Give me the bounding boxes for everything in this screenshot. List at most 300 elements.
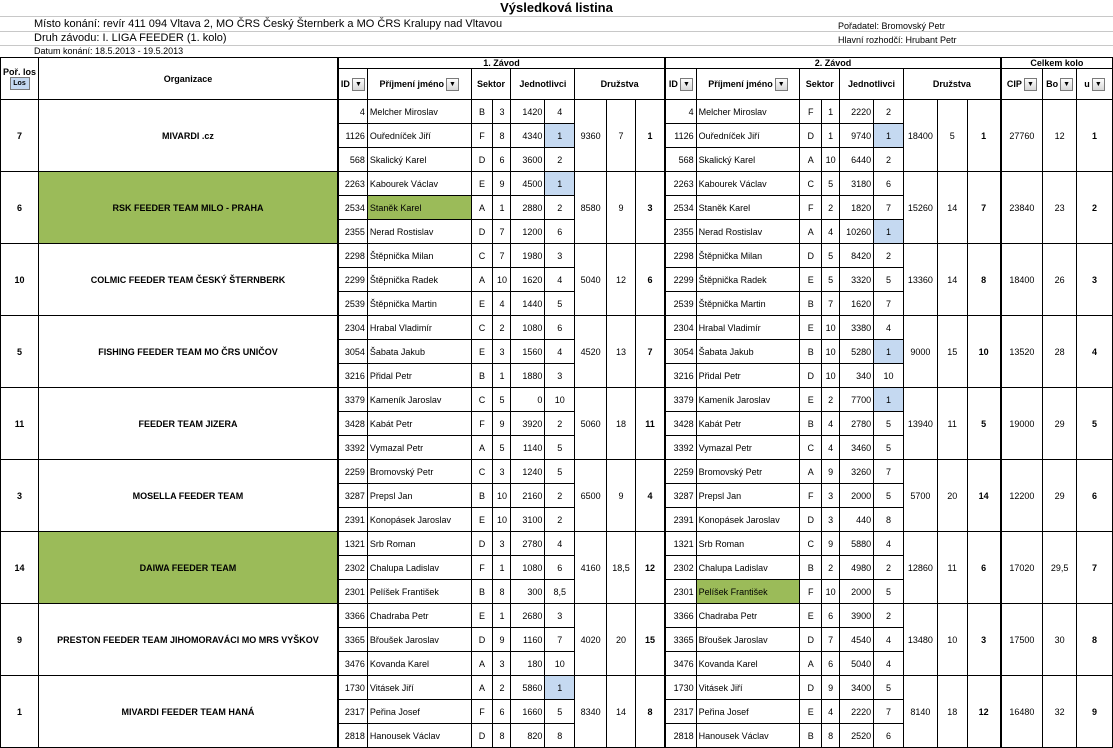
col-id-1[interactable]: ID ▼: [338, 69, 368, 100]
sector-number[interactable]: 3: [493, 652, 511, 676]
individual-cip[interactable]: 2780: [511, 532, 545, 556]
team-cip[interactable]: 8140: [903, 676, 937, 748]
sector[interactable]: B: [471, 580, 493, 604]
team-rank[interactable]: 7: [967, 172, 1001, 244]
sector-number[interactable]: 1: [493, 196, 511, 220]
sector-number[interactable]: 2: [493, 316, 511, 340]
sector-number[interactable]: 10: [822, 364, 840, 388]
individual-cip[interactable]: 10260: [840, 220, 874, 244]
competitor-id[interactable]: 2298: [338, 244, 368, 268]
individual-rank[interactable]: 10: [874, 364, 904, 388]
individual-cip[interactable]: 3260: [840, 460, 874, 484]
individual-rank[interactable]: 5: [545, 292, 575, 316]
sector-number[interactable]: 4: [822, 220, 840, 244]
sector[interactable]: A: [800, 652, 822, 676]
total-cip[interactable]: 12200: [1001, 460, 1043, 532]
team-name[interactable]: FEEDER TEAM JIZERA: [39, 388, 338, 460]
competitor-id[interactable]: 2299: [665, 268, 696, 292]
individual-cip[interactable]: 1440: [511, 292, 545, 316]
total-points[interactable]: 30: [1043, 604, 1077, 676]
competitor-id[interactable]: 1126: [665, 124, 696, 148]
team-cip[interactable]: 5040: [575, 244, 607, 316]
individual-rank[interactable]: 4: [874, 532, 904, 556]
competitor-id[interactable]: 2355: [338, 220, 368, 244]
individual-rank[interactable]: 2: [545, 508, 575, 532]
competitor-id[interactable]: 3428: [665, 412, 696, 436]
competitor-id[interactable]: 3476: [665, 652, 696, 676]
sector[interactable]: E: [800, 268, 822, 292]
sector[interactable]: D: [471, 220, 493, 244]
individual-rank[interactable]: 8,5: [545, 580, 575, 604]
team-position[interactable]: 7: [1, 100, 39, 172]
sector[interactable]: C: [471, 388, 493, 412]
individual-rank[interactable]: 7: [874, 700, 904, 724]
sector-number[interactable]: 9: [822, 460, 840, 484]
filter-icon[interactable]: ▼: [352, 78, 365, 91]
competitor-id[interactable]: 3392: [338, 436, 368, 460]
sector-number[interactable]: 9: [493, 412, 511, 436]
sector-number[interactable]: 8: [493, 580, 511, 604]
team-cip[interactable]: 15260: [903, 172, 937, 244]
total-points[interactable]: 26: [1043, 244, 1077, 316]
sector-number[interactable]: 5: [493, 388, 511, 412]
sector-number[interactable]: 9: [493, 628, 511, 652]
team-cip[interactable]: 4520: [575, 316, 607, 388]
sector[interactable]: E: [471, 604, 493, 628]
col-sektor-2[interactable]: Sektor: [800, 69, 840, 100]
sector-number[interactable]: 8: [493, 724, 511, 748]
competitor-name[interactable]: Melcher Miroslav: [367, 100, 471, 124]
individual-cip[interactable]: 3900: [840, 604, 874, 628]
team-rank[interactable]: 12: [635, 532, 665, 604]
sector[interactable]: B: [471, 484, 493, 508]
team-rank[interactable]: 14: [967, 460, 1001, 532]
individual-rank[interactable]: 5: [874, 412, 904, 436]
sector[interactable]: E: [471, 292, 493, 316]
sector-number[interactable]: 4: [493, 292, 511, 316]
competitor-id[interactable]: 2534: [338, 196, 368, 220]
team-points[interactable]: 20: [607, 604, 636, 676]
individual-cip[interactable]: 440: [840, 508, 874, 532]
competitor-name[interactable]: Vitásek Jiří: [367, 676, 471, 700]
individual-cip[interactable]: 3180: [840, 172, 874, 196]
sector[interactable]: B: [800, 412, 822, 436]
individual-rank[interactable]: 1: [545, 172, 575, 196]
individual-rank[interactable]: 2: [545, 148, 575, 172]
filter-icon[interactable]: ▼: [1092, 78, 1105, 91]
individual-cip[interactable]: 820: [511, 724, 545, 748]
competitor-name[interactable]: Kameník Jaroslav: [367, 388, 471, 412]
team-cip[interactable]: 5060: [575, 388, 607, 460]
individual-cip[interactable]: 5880: [840, 532, 874, 556]
team-position[interactable]: 14: [1, 532, 39, 604]
sector-number[interactable]: 6: [493, 700, 511, 724]
competitor-name[interactable]: Kovanda Karel: [367, 652, 471, 676]
individual-rank[interactable]: 2: [874, 604, 904, 628]
sector[interactable]: D: [471, 148, 493, 172]
competitor-name[interactable]: Břoušek Jaroslav: [696, 628, 800, 652]
individual-rank[interactable]: 2: [874, 148, 904, 172]
competitor-name[interactable]: Staněk Karel: [367, 196, 471, 220]
individual-cip[interactable]: 2780: [840, 412, 874, 436]
team-rank[interactable]: 6: [967, 532, 1001, 604]
sector-number[interactable]: 3: [822, 508, 840, 532]
individual-cip[interactable]: 2160: [511, 484, 545, 508]
sector[interactable]: D: [471, 628, 493, 652]
competitor-id[interactable]: 568: [338, 148, 368, 172]
competitor-id[interactable]: 1321: [665, 532, 696, 556]
sector-number[interactable]: 3: [493, 100, 511, 124]
total-cip[interactable]: 23840: [1001, 172, 1043, 244]
competitor-id[interactable]: 2299: [338, 268, 368, 292]
competitor-id[interactable]: 3379: [338, 388, 368, 412]
sector[interactable]: D: [800, 628, 822, 652]
team-points[interactable]: 11: [937, 532, 967, 604]
competitor-id[interactable]: 2298: [665, 244, 696, 268]
competitor-name[interactable]: Přidal Petr: [696, 364, 800, 388]
individual-rank[interactable]: 7: [545, 628, 575, 652]
individual-rank[interactable]: 2: [874, 556, 904, 580]
sector[interactable]: B: [471, 364, 493, 388]
col-druzstva-2[interactable]: Družstva: [903, 69, 1000, 100]
total-points[interactable]: 12: [1043, 100, 1077, 172]
individual-cip[interactable]: 8420: [840, 244, 874, 268]
total-cip[interactable]: 19000: [1001, 388, 1043, 460]
sector[interactable]: F: [471, 124, 493, 148]
competitor-name[interactable]: Bromovský Petr: [367, 460, 471, 484]
individual-cip[interactable]: 3460: [840, 436, 874, 460]
sector[interactable]: D: [800, 508, 822, 532]
col-u-total[interactable]: u ▼: [1077, 69, 1113, 100]
total-rank[interactable]: 3: [1077, 244, 1113, 316]
total-cip[interactable]: 18400: [1001, 244, 1043, 316]
individual-cip[interactable]: 1240: [511, 460, 545, 484]
sector-number[interactable]: 2: [822, 196, 840, 220]
competitor-id[interactable]: 1321: [338, 532, 368, 556]
competitor-id[interactable]: 2304: [338, 316, 368, 340]
competitor-id[interactable]: 3366: [338, 604, 368, 628]
sector[interactable]: C: [471, 244, 493, 268]
col-prijmeni-2[interactable]: Příjmení jméno ▼: [696, 69, 800, 100]
sector[interactable]: D: [800, 244, 822, 268]
competitor-name[interactable]: Skalický Karel: [367, 148, 471, 172]
col-jednotlivci-2[interactable]: Jednotlivci: [840, 69, 904, 100]
sector-number[interactable]: 8: [493, 124, 511, 148]
sector-number[interactable]: 10: [822, 316, 840, 340]
individual-rank[interactable]: 2: [545, 196, 575, 220]
individual-rank[interactable]: 8: [545, 724, 575, 748]
individual-rank[interactable]: 5: [874, 484, 904, 508]
team-rank[interactable]: 6: [635, 244, 665, 316]
team-rank[interactable]: 7: [635, 316, 665, 388]
team-cip[interactable]: 9360: [575, 100, 607, 172]
sector[interactable]: F: [800, 100, 822, 124]
team-rank[interactable]: 5: [967, 388, 1001, 460]
team-name[interactable]: RSK FEEDER TEAM MILO - PRAHA: [39, 172, 338, 244]
individual-rank[interactable]: 5: [874, 676, 904, 700]
sector[interactable]: F: [471, 700, 493, 724]
team-rank[interactable]: 1: [967, 100, 1001, 172]
individual-rank[interactable]: 4: [545, 100, 575, 124]
individual-rank[interactable]: 5: [874, 268, 904, 292]
sector-number[interactable]: 5: [822, 172, 840, 196]
individual-cip[interactable]: 1620: [840, 292, 874, 316]
competitor-id[interactable]: 3054: [338, 340, 368, 364]
competitor-id[interactable]: 2355: [665, 220, 696, 244]
competitor-name[interactable]: Srb Roman: [696, 532, 800, 556]
sector[interactable]: F: [800, 196, 822, 220]
team-rank[interactable]: 15: [635, 604, 665, 676]
team-cip[interactable]: 13360: [903, 244, 937, 316]
sector-number[interactable]: 7: [493, 220, 511, 244]
competitor-id[interactable]: 3365: [665, 628, 696, 652]
individual-cip[interactable]: 1200: [511, 220, 545, 244]
competitor-name[interactable]: Vymazal Petr: [367, 436, 471, 460]
sector-number[interactable]: 6: [822, 652, 840, 676]
individual-rank[interactable]: 2: [545, 412, 575, 436]
competitor-name[interactable]: Štěpnička Milan: [696, 244, 800, 268]
individual-rank[interactable]: 4: [874, 316, 904, 340]
filter-icon[interactable]: ▼: [775, 78, 788, 91]
team-points[interactable]: 14: [607, 676, 636, 748]
sector[interactable]: D: [471, 724, 493, 748]
team-position[interactable]: 11: [1, 388, 39, 460]
competitor-id[interactable]: 2818: [665, 724, 696, 748]
team-rank[interactable]: 8: [967, 244, 1001, 316]
competitor-id[interactable]: 2263: [338, 172, 368, 196]
individual-cip[interactable]: 4980: [840, 556, 874, 580]
col-sektor-1[interactable]: Sektor: [471, 69, 511, 100]
sector-number[interactable]: 10: [822, 340, 840, 364]
competitor-name[interactable]: Konopásek Jaroslav: [696, 508, 800, 532]
team-name[interactable]: MOSELLA FEEDER TEAM: [39, 460, 338, 532]
individual-rank[interactable]: 5: [545, 460, 575, 484]
competitor-name[interactable]: Štěpnička Martin: [367, 292, 471, 316]
team-cip[interactable]: 9000: [903, 316, 937, 388]
individual-rank[interactable]: 5: [874, 436, 904, 460]
total-points[interactable]: 28: [1043, 316, 1077, 388]
competitor-id[interactable]: 2534: [665, 196, 696, 220]
sector-number[interactable]: 10: [822, 148, 840, 172]
individual-cip[interactable]: 9740: [840, 124, 874, 148]
sector[interactable]: B: [800, 556, 822, 580]
sector-number[interactable]: 5: [822, 268, 840, 292]
team-points[interactable]: 12: [607, 244, 636, 316]
sector-number[interactable]: 1: [493, 364, 511, 388]
competitor-id[interactable]: 3392: [665, 436, 696, 460]
sector-number[interactable]: 8: [822, 724, 840, 748]
individual-cip[interactable]: 3400: [840, 676, 874, 700]
team-cip[interactable]: 4160: [575, 532, 607, 604]
total-rank[interactable]: 7: [1077, 532, 1113, 604]
sector[interactable]: F: [800, 580, 822, 604]
individual-cip[interactable]: 2000: [840, 484, 874, 508]
sector-number[interactable]: 1: [822, 124, 840, 148]
individual-rank[interactable]: 7: [874, 460, 904, 484]
competitor-name[interactable]: Přidal Petr: [367, 364, 471, 388]
sector-number[interactable]: 1: [493, 604, 511, 628]
los-filter-button[interactable]: Los: [10, 77, 30, 90]
total-points[interactable]: 29,5: [1043, 532, 1077, 604]
individual-rank[interactable]: 3: [545, 244, 575, 268]
competitor-id[interactable]: 1730: [338, 676, 368, 700]
competitor-name[interactable]: Kabát Petr: [696, 412, 800, 436]
competitor-name[interactable]: Peřina Josef: [696, 700, 800, 724]
individual-rank[interactable]: 4: [874, 652, 904, 676]
individual-cip[interactable]: 5860: [511, 676, 545, 700]
competitor-name[interactable]: Prepsl Jan: [696, 484, 800, 508]
sector-number[interactable]: 1: [822, 100, 840, 124]
filter-icon[interactable]: ▼: [680, 78, 693, 91]
individual-rank[interactable]: 4: [545, 340, 575, 364]
individual-rank[interactable]: 4: [545, 532, 575, 556]
total-cip[interactable]: 17500: [1001, 604, 1043, 676]
sector[interactable]: F: [471, 412, 493, 436]
individual-cip[interactable]: 3920: [511, 412, 545, 436]
individual-cip[interactable]: 4340: [511, 124, 545, 148]
sector-number[interactable]: 1: [493, 556, 511, 580]
sector[interactable]: F: [800, 484, 822, 508]
competitor-id[interactable]: 2259: [338, 460, 368, 484]
team-points[interactable]: 9: [607, 172, 636, 244]
sector-number[interactable]: 4: [822, 412, 840, 436]
competitor-id[interactable]: 2302: [338, 556, 368, 580]
sector[interactable]: C: [471, 460, 493, 484]
individual-cip[interactable]: 1620: [511, 268, 545, 292]
col-b-total[interactable]: Bo ▼: [1043, 69, 1077, 100]
individual-cip[interactable]: 180: [511, 652, 545, 676]
individual-cip[interactable]: 5280: [840, 340, 874, 364]
individual-cip[interactable]: 340: [840, 364, 874, 388]
sector[interactable]: C: [800, 172, 822, 196]
team-name[interactable]: MIVARDI .cz: [39, 100, 338, 172]
sector-number[interactable]: 9: [822, 676, 840, 700]
competitor-name[interactable]: Pelíšek František: [367, 580, 471, 604]
competitor-id[interactable]: 2304: [665, 316, 696, 340]
team-points[interactable]: 14: [937, 172, 967, 244]
individual-rank[interactable]: 6: [874, 724, 904, 748]
sector[interactable]: D: [471, 532, 493, 556]
competitor-name[interactable]: Bromovský Petr: [696, 460, 800, 484]
team-points[interactable]: 18,5: [607, 532, 636, 604]
individual-rank[interactable]: 1: [874, 124, 904, 148]
col-prijmeni-1[interactable]: Příjmení jméno ▼: [367, 69, 471, 100]
total-cip[interactable]: 27760: [1001, 100, 1043, 172]
individual-cip[interactable]: 2680: [511, 604, 545, 628]
individual-rank[interactable]: 1: [874, 340, 904, 364]
team-cip[interactable]: 8340: [575, 676, 607, 748]
team-rank[interactable]: 4: [635, 460, 665, 532]
competitor-id[interactable]: 3287: [665, 484, 696, 508]
individual-cip[interactable]: 1160: [511, 628, 545, 652]
col-cip-total[interactable]: CIP ▼: [1001, 69, 1043, 100]
sector[interactable]: D: [800, 364, 822, 388]
competitor-name[interactable]: Kabourek Václav: [367, 172, 471, 196]
individual-cip[interactable]: 4500: [511, 172, 545, 196]
sector[interactable]: A: [471, 676, 493, 700]
competitor-name[interactable]: Srb Roman: [367, 532, 471, 556]
individual-rank[interactable]: 1: [545, 124, 575, 148]
competitor-name[interactable]: Hanousek Václav: [696, 724, 800, 748]
sector-number[interactable]: 9: [493, 172, 511, 196]
sector-number[interactable]: 10: [493, 484, 511, 508]
competitor-name[interactable]: Kabát Petr: [367, 412, 471, 436]
sector-number[interactable]: 4: [822, 436, 840, 460]
competitor-name[interactable]: Štěpnička Martin: [696, 292, 800, 316]
individual-rank[interactable]: 5: [545, 700, 575, 724]
team-name[interactable]: MIVARDI FEEDER TEAM HANÁ: [39, 676, 338, 748]
individual-cip[interactable]: 2220: [840, 100, 874, 124]
competitor-id[interactable]: 2539: [665, 292, 696, 316]
individual-cip[interactable]: 5040: [840, 652, 874, 676]
individual-cip[interactable]: 3600: [511, 148, 545, 172]
team-name[interactable]: COLMIC FEEDER TEAM ČESKÝ ŠTERNBERK: [39, 244, 338, 316]
team-rank[interactable]: 3: [635, 172, 665, 244]
competitor-id[interactable]: 3476: [338, 652, 368, 676]
individual-cip[interactable]: 6440: [840, 148, 874, 172]
individual-cip[interactable]: 3320: [840, 268, 874, 292]
total-points[interactable]: 32: [1043, 676, 1077, 748]
competitor-name[interactable]: Kameník Jaroslav: [696, 388, 800, 412]
team-rank[interactable]: 8: [635, 676, 665, 748]
individual-cip[interactable]: 4540: [840, 628, 874, 652]
competitor-name[interactable]: Staněk Karel: [696, 196, 800, 220]
competitor-name[interactable]: Vymazal Petr: [696, 436, 800, 460]
competitor-id[interactable]: 1126: [338, 124, 368, 148]
competitor-id[interactable]: 3054: [665, 340, 696, 364]
individual-rank[interactable]: 10: [545, 652, 575, 676]
sector[interactable]: B: [800, 724, 822, 748]
individual-rank[interactable]: 2: [874, 244, 904, 268]
sector[interactable]: E: [800, 700, 822, 724]
total-rank[interactable]: 6: [1077, 460, 1113, 532]
sector-number[interactable]: 2: [493, 676, 511, 700]
individual-cip[interactable]: 1820: [840, 196, 874, 220]
sector-number[interactable]: 10: [493, 268, 511, 292]
sector-number[interactable]: 6: [493, 148, 511, 172]
sector-number[interactable]: 7: [822, 628, 840, 652]
competitor-name[interactable]: Chadraba Petr: [696, 604, 800, 628]
competitor-name[interactable]: Břoušek Jaroslav: [367, 628, 471, 652]
competitor-name[interactable]: Hrabal Vladimír: [367, 316, 471, 340]
competitor-name[interactable]: Melcher Miroslav: [696, 100, 800, 124]
team-points[interactable]: 13: [607, 316, 636, 388]
team-points[interactable]: 18: [937, 676, 967, 748]
competitor-name[interactable]: Chalupa Ladislav: [367, 556, 471, 580]
total-points[interactable]: 23: [1043, 172, 1077, 244]
competitor-id[interactable]: 3379: [665, 388, 696, 412]
team-name[interactable]: DAIWA FEEDER TEAM: [39, 532, 338, 604]
team-rank[interactable]: 10: [967, 316, 1001, 388]
team-points[interactable]: 18: [607, 388, 636, 460]
team-position[interactable]: 3: [1, 460, 39, 532]
sector-number[interactable]: 6: [822, 604, 840, 628]
sector[interactable]: A: [800, 148, 822, 172]
competitor-id[interactable]: 4: [338, 100, 368, 124]
individual-rank[interactable]: 1: [545, 676, 575, 700]
sector[interactable]: A: [471, 436, 493, 460]
team-rank[interactable]: 12: [967, 676, 1001, 748]
competitor-name[interactable]: Kabourek Václav: [696, 172, 800, 196]
total-points[interactable]: 29: [1043, 460, 1077, 532]
filter-icon[interactable]: ▼: [1024, 78, 1037, 91]
competitor-name[interactable]: Kovanda Karel: [696, 652, 800, 676]
team-points[interactable]: 10: [937, 604, 967, 676]
individual-rank[interactable]: 6: [874, 172, 904, 196]
competitor-id[interactable]: 2317: [665, 700, 696, 724]
competitor-id[interactable]: 2317: [338, 700, 368, 724]
individual-cip[interactable]: 3380: [840, 316, 874, 340]
